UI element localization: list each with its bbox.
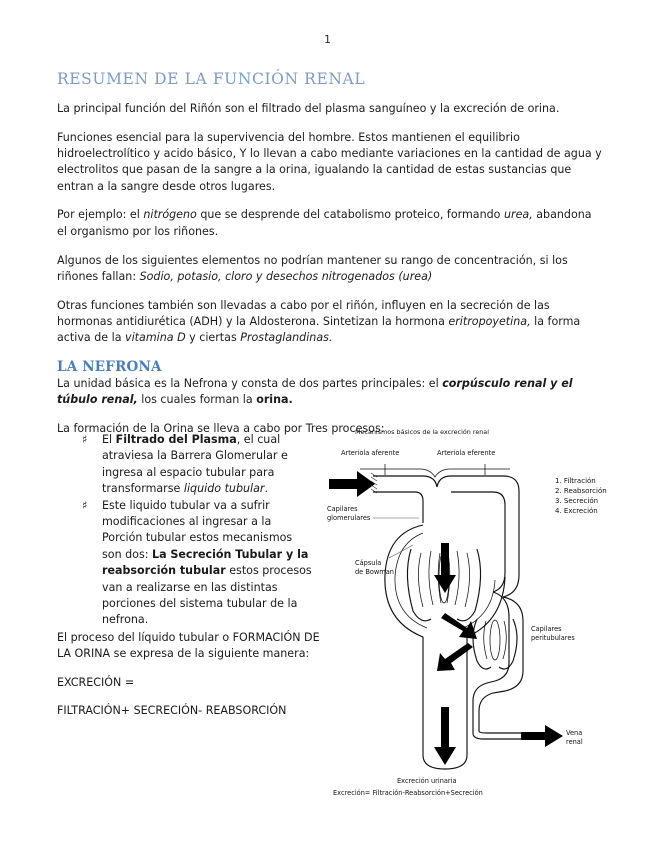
paragraph-nitrogen — [57, 207, 602, 240]
text-run: los cuales forman la — [137, 393, 257, 407]
legend-item-2: 2. Reabsorción — [555, 487, 607, 495]
bullet-icon: ♯ — [82, 498, 88, 512]
text-run: Por ejemplo: el — [57, 208, 144, 222]
text-run: , el cual atraviesa la Barrera Glomerular e ingresa al espacio tubular para transformarse — [102, 433, 288, 496]
text-run-italic: urea, — [503, 208, 533, 222]
process-list — [80, 432, 312, 629]
paragraph-elements — [57, 253, 602, 286]
text-run: El — [102, 433, 116, 446]
text-run: Algunos de los siguientes elementos no podrían mantener su rango de concentración, si los riñones fallan: — [57, 253, 568, 283]
legend-item-4: 4. Excreción — [555, 507, 598, 515]
text-run: la forma activa de la — [57, 314, 581, 345]
label-afferent-arteriole: Arteriola aferente — [341, 449, 400, 457]
legend-item-3: 3. Secreción — [555, 497, 599, 505]
label-glomerular-capillaries-line2: glomerulares — [327, 514, 371, 522]
afferent-flow-arrow — [329, 471, 375, 497]
text-run: estos procesos van a realizarse en las distintas porciones del sistema tubular de la nefrona. — [102, 564, 312, 627]
section-title-nefrona: LA NEFRONA — [57, 359, 162, 376]
paragraph-hormones — [57, 298, 602, 347]
label-glomerular-capillaries-line1: Capilares — [327, 505, 358, 513]
text-run: abandona el organismo por los riñones. — [57, 208, 592, 238]
text-run-italic: liquido tubular — [183, 482, 265, 496]
excretion-arrow — [434, 707, 456, 765]
paragraph-intro: La principal función del Riñón son el filtrado del plasma sanguíneo y la excreción de orina. — [57, 102, 560, 115]
paragraph-three-processes: La formación de la Orina se lleva a cabo por Tres procesos: — [57, 421, 385, 435]
nephron-diagram — [327, 425, 627, 795]
reabsorption-arrow — [441, 613, 477, 639]
text-run-italic: vitamina D — [125, 331, 186, 345]
text-run: La unidad básica es la Nefrona y consta de dos partes principales: el — [57, 377, 443, 391]
text-run-bold: Filtrado del Plasma — [115, 433, 237, 446]
list-item — [80, 498, 312, 629]
paragraph-functions: Funciones esencial para la supervivencia del hombre. Estos mantienen el equilibrio hidroelectrolítico y acido básico, Y lo llevan a cabo mediante variaciones en la cantidad de agua y electrolitos que pasan de la sangre a la orina, igualando la cantidad de estas sustancias que entran a la sangre desde otros lugares. — [57, 130, 602, 193]
page-title: RESUMEN DE LA FUNCIÓN RENAL — [57, 70, 366, 88]
formula-intro: El proceso del líquido tubular o FORMACIÓN DE LA ORINA se expresa de la siguiente manera: — [57, 631, 320, 661]
text-run: . — [264, 482, 268, 496]
label-bowman-capsule-line1: Cápsula — [355, 559, 382, 567]
label-bowman-capsule-line2: de Bowman — [355, 568, 394, 576]
legend-item-1: 1. Filtración — [555, 477, 596, 485]
diagram-caption: Excreción= Filtración-Reabsorción+Secreción — [333, 789, 483, 795]
label-urinary-excretion: Excreción urinaria — [397, 777, 457, 785]
bullet-icon: ♯ — [82, 433, 88, 446]
text-run-bold: orina. — [256, 393, 293, 407]
formula-block — [57, 630, 322, 720]
label-efferent-arteriole: Arteriola eferente — [437, 449, 496, 457]
diagram-title: Mecanismos básicos de la excreción renal — [355, 428, 489, 436]
list-item — [80, 432, 312, 498]
label-renal-vein-line2: renal — [566, 738, 583, 746]
renal-vein-arrow — [521, 725, 563, 747]
text-run: Otras funciones también son llevadas a cabo por el riñón, influyen en la secreción de las hormonas antidiurética (ADH) y la Aldosterona. Sintetizan la hormona — [57, 298, 550, 328]
paragraph-nefrona-definition — [57, 376, 602, 409]
formula-line-1: EXCRECIÓN = — [57, 675, 135, 689]
secretion-arrow — [437, 643, 473, 671]
text-run-italic: Sodio, potasio, cloro y desechos nitrogenados (urea) — [139, 269, 433, 283]
text-run: que se desprende del catabolismo proteico, formando — [196, 208, 504, 222]
document-body — [57, 70, 602, 449]
process-list-container — [80, 432, 320, 629]
text-run-italic: eritropoyetina, — [448, 314, 531, 328]
text-run-bold: La Secreción Tubular y la reabsorción tubular — [102, 547, 309, 578]
filtration-arrow — [434, 543, 456, 593]
text-run-italic: nitrógeno — [143, 208, 197, 222]
text-run-italic: Prostaglandinas. — [240, 331, 333, 345]
text-run: Este liquido tubular va a sufrir modificaciones al ingresar a la Porción tubular estos mecanismos son dos: — [102, 498, 293, 561]
formula-line-2: FILTRACIÓN+ SECRECIÓN- REABSORCIÓN — [57, 704, 287, 718]
page-number: 1 — [324, 33, 331, 46]
label-peritubular-capillaries-line1: Capilares — [531, 625, 562, 633]
text-run-bold-italic: corpúsculo renal y el túbulo renal, — [57, 377, 573, 407]
label-renal-vein-line1: Vena — [566, 729, 583, 737]
text-run: y ciertas — [185, 331, 241, 345]
label-peritubular-capillaries-line2: peritubulares — [531, 634, 575, 642]
